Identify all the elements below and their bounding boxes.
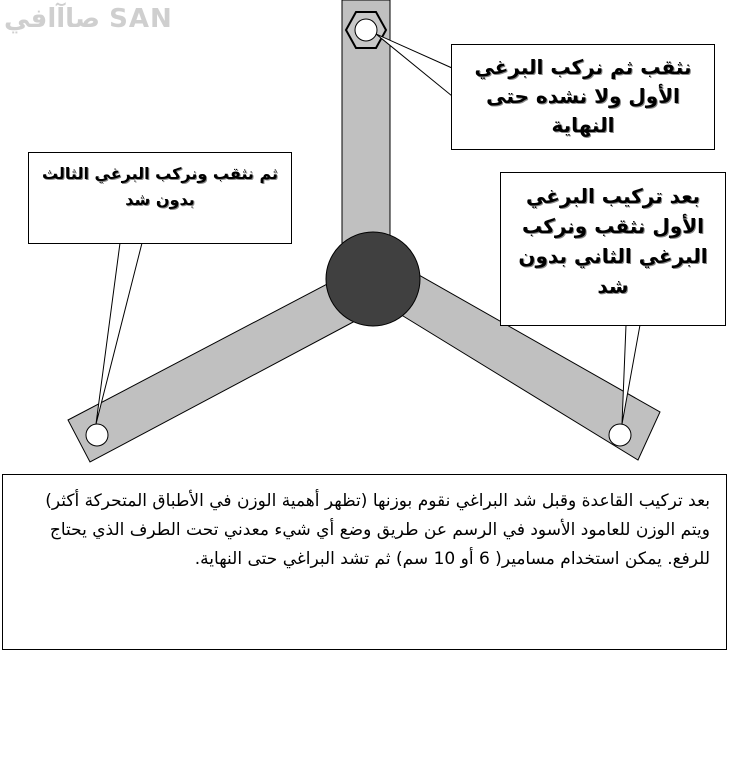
callout-second-bolt-text: بعد تركيب البرغي الأول نثقب ونركب البرغي الثاني بدون شد bbox=[518, 184, 708, 298]
instructions-text: بعد تركيب القاعدة وقبل شد البراغي نقوم بوزنها (تظهر أهمية الوزن في الأطباق المتحركة أكثر) ويتم الوزن للعامود الأسود في الرسم عن طريق وضع أي شيء معدني تحت الطرف الذي يحتاج للرفع. يمكن استخدام مسامير( 6 أو 10 سم) ثم تشد البراغي حتى النهاية. bbox=[45, 491, 710, 569]
left-bolt-hole bbox=[86, 424, 108, 446]
callout-first-bolt bbox=[451, 44, 715, 150]
callout-third-bolt bbox=[28, 152, 292, 244]
center-mast bbox=[326, 232, 420, 326]
right-bolt-hole bbox=[609, 424, 631, 446]
top-bolt-hole bbox=[355, 19, 377, 41]
callout-second-bolt bbox=[500, 172, 726, 326]
callout-first-bolt-text: نثقب ثم نركب البرغي الأول ولا نشده حتى النهاية bbox=[474, 55, 692, 137]
instructions-box bbox=[2, 474, 727, 650]
callout-third-bolt-text: ثم نثقب ونركب البرغي الثالث بدون شد bbox=[41, 164, 279, 209]
watermark: صاآافي SAN bbox=[4, 4, 173, 34]
